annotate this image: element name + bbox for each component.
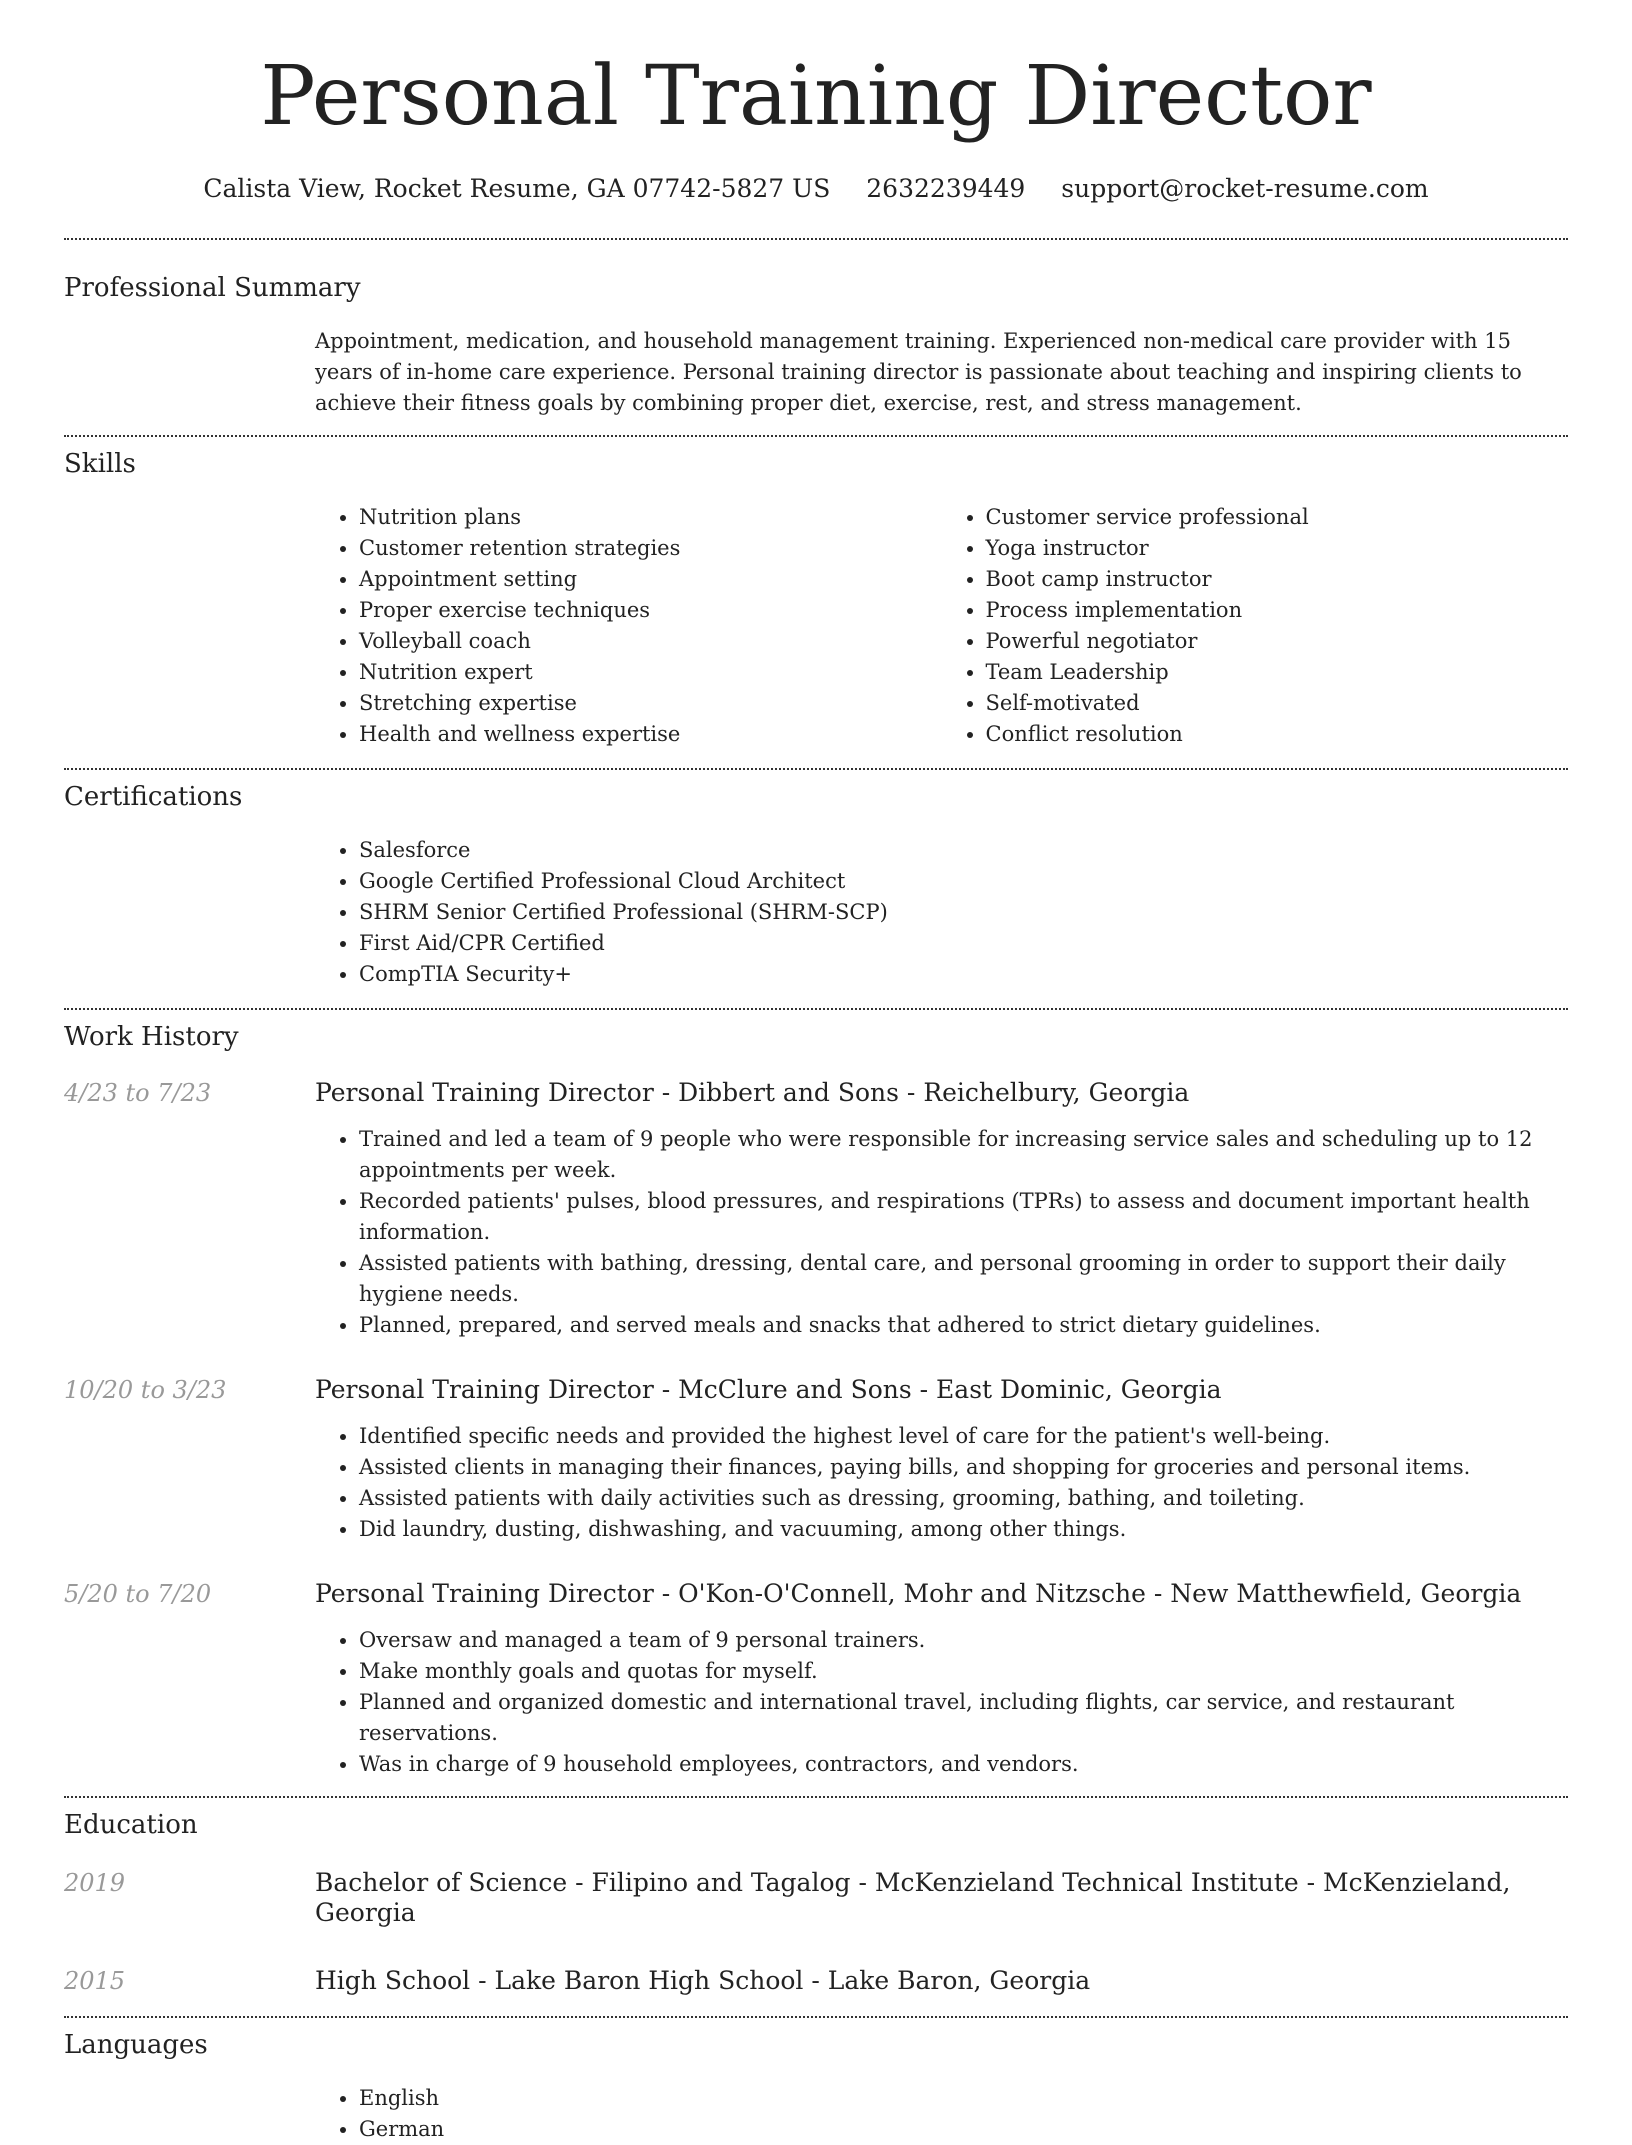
list-item: • English xyxy=(359,2083,1568,2114)
contact-line xyxy=(64,174,1568,204)
skills-section xyxy=(64,437,1568,750)
job-dates: 5/20 to 7/20 xyxy=(64,1580,212,1608)
list-item: • SHRM Senior Certified Professional (SHRM-SCP) xyxy=(359,897,1568,928)
list-item: • Salesforce xyxy=(359,835,1568,866)
list-item: • Powerful negotiator xyxy=(986,626,1569,657)
certifications-heading: Certifications xyxy=(64,782,243,812)
languages-section xyxy=(64,2018,1568,2145)
job-dates: 4/23 to 7/23 xyxy=(64,1079,212,1107)
job-duties xyxy=(315,1124,1568,1341)
list-item: • Trained and led a team of 9 people who were responsible for increasing service sales and scheduling up to 12 appointments per week. xyxy=(359,1124,1568,1186)
education-section xyxy=(64,1798,1568,1996)
skills-heading: Skills xyxy=(64,449,136,479)
list-item: • First Aid/CPR Certified xyxy=(359,928,1568,959)
list-item: • Assisted patients with daily activities such as dressing, grooming, bathing, and toileting. xyxy=(359,1483,1568,1514)
job-heading: Personal Training Director - O'Kon-O'Connell, Mohr and Nitzsche - New Matthewfield, Georgia xyxy=(315,1579,1522,1608)
summary-section xyxy=(64,240,1568,419)
list-item: • Proper exercise techniques xyxy=(359,595,942,626)
list-item: • Recorded patients' pulses, blood pressures, and respirations (TPRs) to assess and document important health information. xyxy=(359,1186,1568,1248)
job-dates: 10/20 to 3/23 xyxy=(64,1376,227,1404)
list-item: • Conflict resolution xyxy=(986,719,1569,750)
certifications-list xyxy=(315,835,1568,990)
certifications-section xyxy=(64,770,1568,990)
contact-phone: 2632239449 xyxy=(866,174,1026,203)
job-heading: Personal Training Director - McClure and Sons - East Dominic, Georgia xyxy=(315,1375,1222,1404)
list-item: • Customer service professional xyxy=(986,502,1569,533)
resume-name: Personal Training Director xyxy=(260,49,1372,144)
list-item: • Appointment setting xyxy=(359,564,942,595)
list-item: • Process implementation xyxy=(986,595,1569,626)
list-item: • Was in charge of 9 household employees, contractors, and vendors. xyxy=(359,1749,1568,1780)
list-item: • Planned, prepared, and served meals and snacks that adhered to strict dietary guidelines. xyxy=(359,1310,1568,1341)
list-item: • Customer retention strategies xyxy=(359,533,942,564)
education-heading: Education xyxy=(64,1810,198,1840)
skills-list-left xyxy=(315,502,942,750)
resume-page xyxy=(64,0,1568,2145)
education-details: High School - Lake Baron High School - Lake Baron, Georgia xyxy=(315,1966,1091,1995)
list-item: • Nutrition expert xyxy=(359,657,942,688)
job-entry xyxy=(64,1375,1568,1545)
list-item: • Nutrition plans xyxy=(359,502,942,533)
languages-list xyxy=(315,2083,1568,2145)
list-item: • CompTIA Security+ xyxy=(359,959,1568,990)
list-item: • Did laundry, dusting, dishwashing, and vacuuming, among other things. xyxy=(359,1514,1568,1545)
job-duties xyxy=(315,1625,1568,1780)
list-item: • Stretching expertise xyxy=(359,688,942,719)
list-item: • Assisted clients in managing their finances, paying bills, and shopping for groceries and personal items. xyxy=(359,1452,1568,1483)
work-history-heading: Work History xyxy=(64,1022,239,1052)
contact-address: Calista View, Rocket Resume, GA 07742-5827 US xyxy=(203,174,831,203)
education-year: 2019 xyxy=(64,1869,126,1897)
education-entry xyxy=(64,1966,1568,1996)
list-item: • Volleyball coach xyxy=(359,626,942,657)
education-year: 2015 xyxy=(64,1967,126,1995)
list-item: • Team Leadership xyxy=(986,657,1569,688)
education-details: Bachelor of Science - Filipino and Tagalog - McKenzieland Technical Institute - McKenzieland, Georgia xyxy=(315,1868,1511,1927)
list-item: • German xyxy=(359,2114,1568,2145)
job-entry xyxy=(64,1078,1568,1341)
list-item: • Google Certified Professional Cloud Architect xyxy=(359,866,1568,897)
list-item: • Boot camp instructor xyxy=(986,564,1569,595)
list-item: • Identified specific needs and provided the highest level of care for the patient's well-being. xyxy=(359,1421,1568,1452)
job-duties xyxy=(315,1421,1568,1545)
education-entry xyxy=(64,1868,1568,1928)
summary-text: Appointment, medication, and household management training. Experienced non-medical care provider with 15 years of in-home care experience. Personal training director is passionate about teaching and inspiring clients to achieve their fitness goals by combining proper diet, exercise, rest, and stress management. xyxy=(315,329,1522,415)
list-item: • Make monthly goals and quotas for myself. xyxy=(359,1656,1568,1687)
contact-email: support@rocket-resume.com xyxy=(1061,174,1429,203)
list-item: • Yoga instructor xyxy=(986,533,1569,564)
list-item: • Assisted patients with bathing, dressing, dental care, and personal grooming in order to support their daily hygiene needs. xyxy=(359,1248,1568,1310)
list-item: • Health and wellness expertise xyxy=(359,719,942,750)
list-item: • Oversaw and managed a team of 9 personal trainers. xyxy=(359,1625,1568,1656)
work-history-section xyxy=(64,1010,1568,1780)
list-item: • Planned and organized domestic and international travel, including flights, car service, and restaurant reservations. xyxy=(359,1687,1568,1749)
skills-list-right xyxy=(942,502,1569,750)
summary-heading: Professional Summary xyxy=(64,273,361,303)
list-item: • Self-motivated xyxy=(986,688,1569,719)
job-heading: Personal Training Director - Dibbert and Sons - Reichelbury, Georgia xyxy=(315,1078,1190,1107)
languages-heading: Languages xyxy=(64,2030,208,2060)
job-entry xyxy=(64,1579,1568,1780)
